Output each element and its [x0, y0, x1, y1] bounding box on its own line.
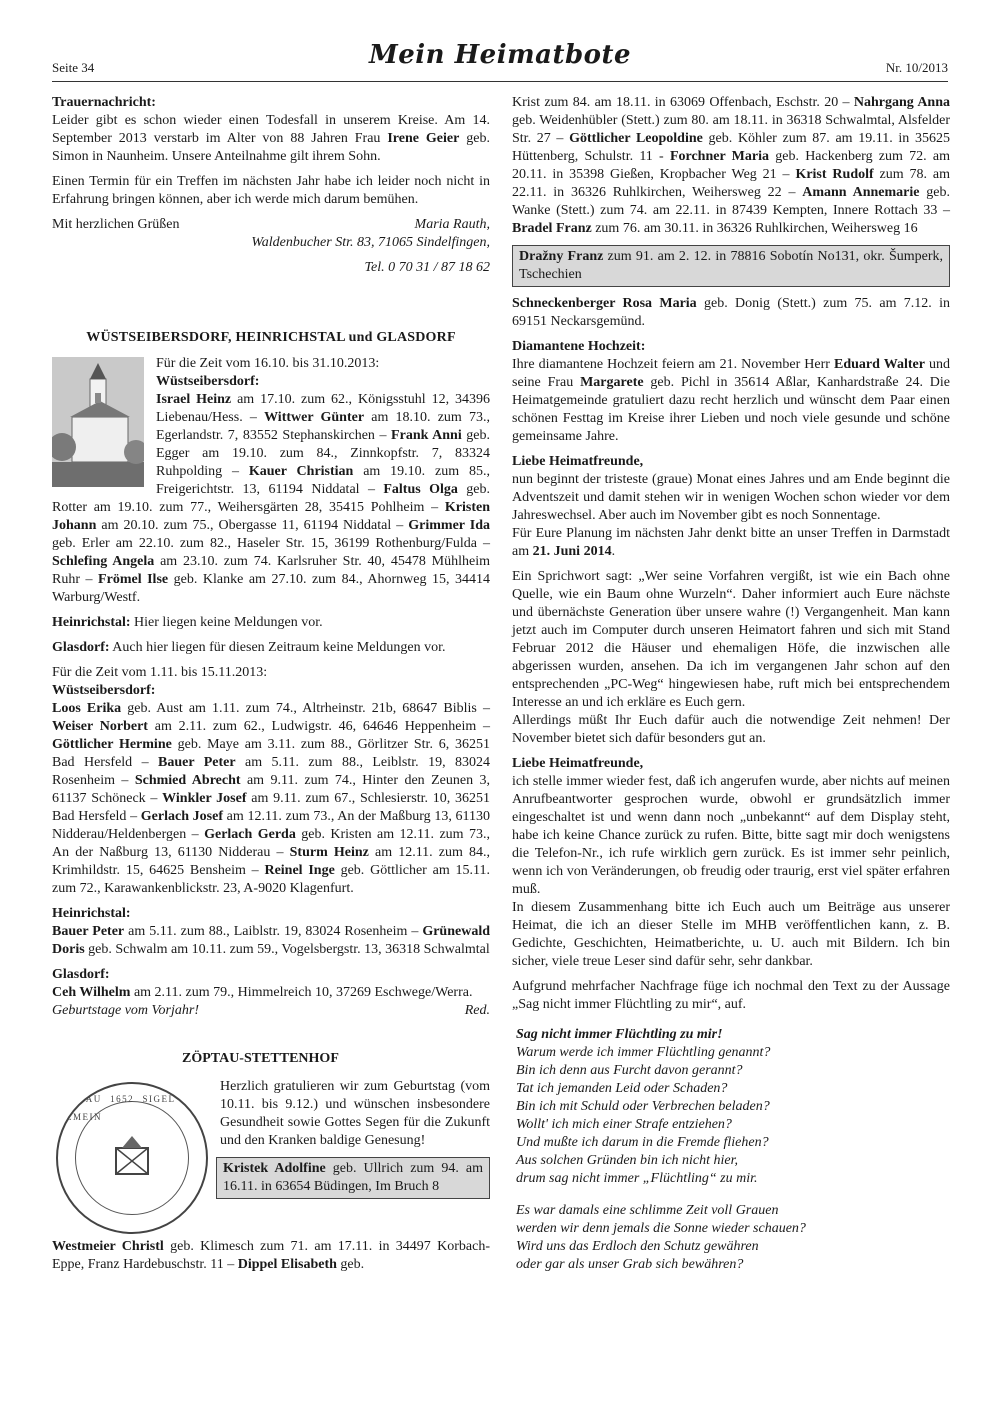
person-name: Schlefing Angela — [52, 554, 155, 569]
person-name: Eduard Walter — [834, 357, 925, 372]
signature-row — [52, 216, 490, 234]
poem-line: werden wir denn jemals die Sonne wieder schauen? — [516, 1221, 806, 1236]
person-name: Kauer Christian — [248, 464, 354, 479]
person-name: Sturm Heinz — [289, 845, 369, 860]
signature-name: Maria Rauth, — [414, 217, 490, 232]
heinrich2-list — [52, 923, 490, 959]
entry-text: geb. Egger am 19.10. zum 84., Zinnkopfstr. 7, 83324 Ruhpolding – — [156, 428, 490, 479]
entry-text: am 18.10. zum 73., Egerlandstr. 7, 83552 Stephanskirchen – — [156, 410, 490, 443]
allerdings-paragraph: Allerdings müßt Ihr Euch dafür auch die notwendige Zeit nehmen! Der November bietet sich dafür besonders gut an. — [512, 713, 950, 746]
entry-text: und seine Frau — [512, 357, 950, 390]
poem-line: Bin ich mit Schuld oder Verbrechen beladen? — [516, 1099, 770, 1114]
period-1: Für die Zeit vom 16.10. bis 31.10.2013: — [156, 356, 380, 371]
liebe1-heading: Liebe Heimatfreunde, — [512, 454, 644, 469]
entry-text: am 23.10. zum 74. Karlsruher Str. 40, 45478 Mühlheim Ruhr – — [52, 554, 490, 587]
entry-text: geb. Ullrich zum 94. am 16.11. in 63654 Büdingen, Im Bruch 8 — [223, 1161, 484, 1194]
entry-text: am 5.11. zum 88., Laiblstr. 19, 83024 Rosenheim – — [124, 924, 423, 939]
seal-emblem-icon — [102, 1128, 162, 1188]
person-name: Kristen Johann — [52, 500, 490, 533]
poem-line: Bin ich denn aus Furcht davon gerannt? — [516, 1063, 743, 1078]
person-name: Göttlicher Hermine — [52, 737, 172, 752]
person-name: Frömel Ilse — [98, 572, 169, 587]
zoeptau-box-text — [223, 1161, 483, 1194]
poem-line: oder gar als unser Grab sich bewähren? — [516, 1257, 744, 1272]
entry-text: am 12.11. zum 84., Krimhildstr. 15, 64625 Bensheim – — [52, 845, 491, 878]
heinrich1-paragraph: Heinrichstal: Hier liegen keine Meldungen vor. — [52, 615, 323, 630]
drazny-highlight-box — [512, 245, 950, 287]
entry-text: geb. Klanke am 27.10. zum 84., Ahornweg 15, 34414 Warburg/Westf. — [52, 572, 490, 605]
poem-line: Tat ich jemanden Leid oder Schaden? — [516, 1081, 728, 1096]
signature-phone: Tel. 0 70 31 / 87 18 62 — [364, 260, 490, 275]
wuest1-heading: Wüstseibersdorf: — [156, 374, 260, 389]
person-name: Israel Heinz — [156, 392, 232, 407]
municipal-seal — [56, 1082, 208, 1234]
glas2-heading: Glasdorf: — [52, 967, 110, 982]
entry-text: geb. Wanke (Stett.) zum 74. am 22.11. in 87439 Kempten, Innere Rottach 33 – — [512, 185, 951, 218]
sprichwort-paragraph: Ein Sprichwort sagt: „Wer seine Vorfahren vergißt, ist wie ein Bach ohne Quelle, wie ein Baum ohne Wurzeln“. Daher informiert auch Eure nächste und übernächste Generation über unsere wahre (!) Vergangenheit. Man kann jetzt auch im Computer durch unseren Heimatort fahren und sich mit Stand Februar 2012 die Häuser und ehemaligen Höfe, die inzwischen alle abgerissen wurden, ansehen. Da ich im vergangenen Jahr schon auf den entsprechenden „PC-Weg“ hingewiesen habe, ruft mich bei entsprechendem Interesse an und ich erkläre es Euch gern. — [512, 569, 950, 710]
liebe2-heading: Liebe Heimatfreunde, — [512, 756, 644, 771]
person-name: Dražny Franz — [519, 249, 604, 264]
person-name: Margarete — [580, 375, 644, 390]
entry-text: geb. Klimesch zum 71. am 17.11. in 34497 Korbach-Eppe, Franz Hardebuschstr. 11 – — [52, 1239, 490, 1272]
person-name: Bauer Peter — [158, 755, 236, 770]
meeting-date: 21. Juni 2014 — [532, 544, 612, 559]
zoeptau-more — [52, 1238, 490, 1274]
person-name: Ceh Wilhelm — [52, 985, 131, 1000]
entry-text: am 12.11. zum 73., An der Maßburg 13, 61130 Nidderau/Heldenbergen – — [52, 809, 491, 842]
entry-text: geb. Pichl in 35614 Aßlar, Kanhardstraße 24. Die Heimatgemeinde gratuliert dazu recht herzlich und wünscht dem Paar einen schönen Festtag im Kreise ihrer Lieben und noch viele gesunde und schöne gemeinsame Jahre. — [512, 375, 950, 444]
wuest2-list — [52, 700, 490, 898]
header-rule — [52, 81, 948, 82]
entry-text: geb. Schwalm am 10.11. zum 59., Vogelsbergstr. 13, 36318 Schwalmtal — [84, 942, 490, 957]
poem-stanza-2 — [516, 1202, 950, 1274]
person-name: Schmied Abrecht — [134, 773, 241, 788]
planung-paragraph: Für Eure Planung im nächsten Jahr denkt bitte an unser Treffen in Darmstadt am 21. Juni 2014. — [512, 526, 950, 559]
person-name: Göttlicher Leopoldine — [569, 131, 703, 146]
schneckenberger-entry — [512, 295, 950, 331]
heinrich2-heading: Heinrichstal: — [52, 906, 131, 921]
footer-note: Geburtstage vom Vorjahr! — [52, 1003, 199, 1018]
zoeptau-highlight-box — [216, 1157, 490, 1199]
poem-line: Es war damals eine schlimme Zeit voll Grauen — [516, 1203, 779, 1218]
person-name: Gerlach Josef — [140, 809, 223, 824]
glas2-list — [52, 984, 490, 1002]
trauer-heading: Trauernachricht: — [52, 95, 156, 110]
person-name: Faltus Olga — [383, 482, 458, 497]
wuest2-heading: Wüstseibersdorf: — [52, 683, 156, 698]
diamant-heading: Diamantene Hochzeit: — [512, 339, 646, 354]
person-name: Dippel Elisabeth — [237, 1257, 337, 1272]
person-name: Amann Annemarie — [802, 185, 920, 200]
page-number: Seite 34 — [52, 60, 95, 75]
entry-text: geb. Göttlicher am 15.11. zum 72., Karawankenblickstr. 23, A-9020 Klagenfurt. — [52, 863, 490, 896]
entry-text: geb. Rotter am 19.10. zum 77., Weihersgärten 28, 35415 Pohlheim – — [52, 482, 491, 515]
entry-text: geb. — [336, 1257, 365, 1272]
entry-text: zum 91. am 2. 12. in 78816 Sobotín No131, okr. Šumperk, Tschechien — [519, 249, 944, 282]
diamant-paragraph — [512, 356, 950, 446]
entry-text: geb. Maye am 3.11. zum 88., Görlitzer Str. 6, 36251 Bad Hersfeld – — [52, 737, 491, 770]
person-name: Loos Erika — [52, 701, 122, 716]
poem-line: Warum werde ich immer Flüchtling genannt? — [516, 1045, 771, 1060]
masthead-logo: Mein Heimatbote — [368, 40, 632, 70]
entry-text: am 17.10. zum 62., Königsstuhl 12, 34396 Liebenau/Hess. – — [156, 392, 490, 425]
entry-text: geb. Köhler zum 87. am 19.11. in 35625 Hüttenberg, Schulstr. 11 - — [512, 131, 950, 164]
poem-line: Aus solchen Gründen bin ich nicht hier, — [516, 1153, 739, 1168]
right-column — [512, 94, 950, 1274]
issue-number: Nr. 10/2013 — [885, 60, 948, 75]
entry-text: zum 78. am 22.11. in 36326 Ruhlkirchen, Weihersweg 22 – — [512, 167, 950, 200]
entry-text: am 2.11. zum 62., Ludwigstr. 46, 64646 Heppenheim – — [147, 719, 491, 734]
person-name: Forchner Maria — [669, 149, 769, 164]
person-name: Grimmer Ida — [408, 518, 490, 533]
entry-text: geb. Aust am 1.11. zum 74., Altrheinstr. 21b, 68647 Biblis – — [121, 701, 490, 716]
liebe1-paragraph: nun beginnt der tristeste (graue) Monat eines Jahres und am Ende beginnt die Adventszeit und damit stehen wir in wenigen Wochen schon wieder vor dem Jahreswechsel. Aber auch im November gibt es noch Sonnentage. — [512, 472, 950, 523]
entry-text: geb. Erler am 22.10. zum 82., Haseler Str. 15, 36199 Rothenburg/Fulda – — [52, 536, 490, 551]
church-photo — [52, 357, 144, 487]
person-name: Nahrgang Anna — [853, 95, 951, 110]
person-name: Bauer Peter — [52, 924, 125, 939]
poem-stanza-1 — [516, 1044, 950, 1188]
zusammenhang-paragraph: In diesem Zusammenhang bitte ich Euch auch um Beiträge aus unserer Heimat, die ich an dieser Stelle im MHB veröffentlichen kann, z. B. Gedichte, Geschichten, Heimatberichte, u. U. auch mit Bildern. Ich bin sicher, viele treue Leser sind dafür sehr, sehr dankbar. — [512, 900, 950, 969]
left-column — [52, 94, 490, 1281]
entry-text: geb. Kristen am 12.11. zum 73., An der Naßburg 13, 61130 Nidderau – — [52, 827, 490, 860]
entry-text: geb. Donig (Stett.) zum 75. am 7.12. in 69151 Neckarsgemünd. — [512, 296, 950, 329]
poem-line: Und mußte ich darum in die Fremde fliehen? — [516, 1135, 769, 1150]
person-name: Bradel Franz — [512, 221, 592, 236]
section-title-wuestseibersdorf: WÜSTSEIBERSDORF, HEINRICHSTAL und GLASDORF — [86, 330, 456, 345]
aufgrund-paragraph: Aufgrund mehrfacher Nachfrage füge ich nochmal den Text zu der Aussage „Sag nicht immer Flüchtling zu mir“, auf. — [512, 979, 950, 1012]
person-name: Weiser Norbert — [52, 719, 148, 734]
drazny-box-text — [519, 249, 943, 282]
footer-red: Red. — [464, 1003, 490, 1018]
liebe2-paragraph: ich stelle immer wieder fest, daß ich angerufen wurde, aber nichts auf meinen Anrufbeantworter gesprochen wurde, obwohl er grundsätzlich immer eingeschaltet ist und wenn dann noch „unbekannt“ auf dem Display steht, habe ich keine Chance zurück zu rufen. Bitte, bitte sagt mir doch wenigstens die Telefon-Nr., ich rufe wirklich gern zurück. Es ist immer sehr peinlich, wenn ich von Veränderungen, ob freudig oder traurig, erst viel später erfahren muß. — [512, 774, 950, 897]
person-name: Schneckenberger Rosa Maria — [512, 296, 697, 311]
entry-text: am 20.10. zum 75., Obergasse 11, 61194 Niddatal – — [96, 518, 409, 533]
entry-text: am 9.11. zum 74., Hinter den Zeunen 3, 61137 Schöneck – — [52, 773, 490, 806]
entry-text: am 9.11. zum 67., Schlesierstr. 10, 36251 Bad Hersfeld – — [52, 791, 490, 824]
person-name: Gerlach Gerda — [204, 827, 296, 842]
deceased-name: Irene Geier — [387, 131, 460, 146]
zoeptau-paragraph: Herzlich gratulieren wir zum Geburtstag (vom 10.11. bis 9.12.) und wünschen insbesondere Gesundheit sowie Gottes Segen für die Zukunft und den Kranken baldige Genesung! — [220, 1079, 490, 1148]
poem-line: drum sag nicht immer „Flüchtling“ zu mir. — [516, 1171, 758, 1186]
church-image — [52, 357, 144, 487]
glas1-paragraph: Glasdorf: Auch hier liegen für diesen Zeitraum keine Meldungen vor. — [52, 640, 446, 655]
entry-text: Krist zum 84. am 18.11. in 63069 Offenbach, Eschstr. 20 – — [512, 95, 854, 110]
person-name: Frank Anni — [391, 428, 462, 443]
greeting: Mit herzlichen Grüßen — [52, 217, 180, 232]
poem-line: Wird uns das Erdloch den Schutz gewähren — [516, 1239, 759, 1254]
person-name: Wittwer Günter — [264, 410, 365, 425]
termin-paragraph: Einen Termin für ein Treffen im nächsten Jahr habe ich leider noch nicht in Erfahrung bringen können, aber ich werde mich darum bemühen. — [52, 174, 490, 207]
entry-text: geb. Hackenberg zum 72. am 20.11. in 35398 Gießen, Kropbacher Weg 21 – — [512, 149, 950, 182]
entry-text: Ihre diamantene Hochzeit feiern am 21. November Herr — [512, 357, 835, 372]
poem-line: Wollt' ich mich einer Strafe entziehen? — [516, 1117, 732, 1132]
seal-inscription: ZÖPTAU 1652 SIGEL DER GEMEIN — [58, 1094, 206, 1122]
person-name: Grünewald Doris — [52, 924, 491, 957]
person-name: Winkler Josef — [162, 791, 247, 806]
entry-text: am 5.11. zum 88., Leiblstr. 19, 83024 Rosenheim – — [52, 755, 490, 788]
trauer-paragraph: Leider gibt es schon wieder einen Todesfall in unserem Kreise. Am 14. September 2013 verstarb im Alter von 88 Jahren Frau Irene Geier geb. Simon in Naunheim. Unsere Anteilnahme gilt ihrem Sohn. — [52, 113, 490, 164]
poem-title: Sag nicht immer Flüchtling zu mir! — [516, 1027, 723, 1042]
period-2: Für die Zeit vom 1.11. bis 15.11.2013: — [52, 665, 268, 680]
poem — [516, 1026, 950, 1274]
entry-text: zum 76. am 30.11. in 36326 Ruhlkirchen, Weihersweg 16 — [591, 221, 918, 236]
person-name: Krist Rudolf — [795, 167, 874, 182]
entry-text: am 2.11. zum 79., Himmelreich 10, 37269 Eschwege/Werra. — [130, 985, 473, 1000]
person-name: Westmeier Christl — [52, 1239, 164, 1254]
signature-address: Waldenbucher Str. 83, 71065 Sindelfingen, — [251, 235, 490, 250]
page-header — [52, 40, 948, 80]
birthday-footer — [52, 1002, 490, 1020]
person-name: Kristek Adolfine — [223, 1161, 326, 1176]
person-name: Reinel Inge — [264, 863, 335, 878]
entry-text: geb. Weidenhübler (Stett.) zum 80. am 18.11. in 36318 Schwalmtal, Alsfelder Str. 27 – — [512, 113, 950, 146]
section-title-zoeptau: ZÖPTAU-STETTENHOF — [182, 1051, 339, 1066]
continued-birthdays — [512, 94, 950, 238]
entry-text: am 19.10. zum 85., Freigerichtstr. 13, 61194 Niddatal – — [156, 464, 490, 497]
